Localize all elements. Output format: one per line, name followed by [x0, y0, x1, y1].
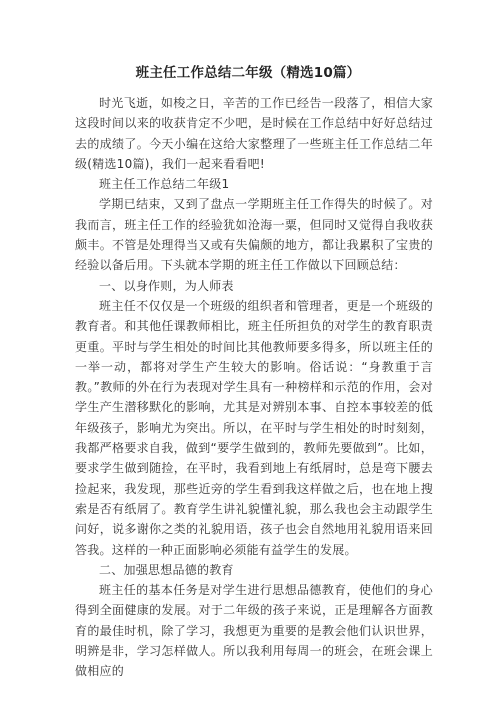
document-title: 班主任工作总结二年级（精选10篇）: [135, 65, 361, 81]
document-body: [75, 93, 433, 682]
subsection-heading: 一、以身作则，为人师表: [99, 278, 234, 293]
body-paragraph: 班主任的基本任务是对学生进行思想品德教育，使他们的身心得到全面健康的发展。对于二年级的孩子来说，正是理解各方面教育的最佳时机，除了学习，我想更为重要的是教会他们认识世界，明辨是非，学习怎样做人。所以我利用每周一的班会，在班会课上做相应的: [75, 583, 433, 679]
body-paragraph: 学期已结束，又到了盘点一学期班主任工作得失的时候了。对我而言，班主任工作的经验犹如沧海一粟，但同时又觉得自我收获颇丰。不管是处理得当又或有失偏颇的地方，都让我累积了宝贵的经验以备后用。下头就本学期的班主任工作做以下回顾总结：: [75, 197, 433, 273]
section-heading: 班主任工作总结二年级1: [99, 177, 230, 192]
intro-paragraph: 时光飞逝，如梭之日，辛苦的工作已经告一段落了，相信大家这段时间以来的收获肯定不少吧，是时候在工作总结中好好总结过去的成绩了。今天小编在这给大家整理了一些班主任工作总结二年级(精选10篇)，我们一起来看看吧!: [75, 96, 433, 171]
subsection-heading: 二、加强思想品德的教育: [99, 562, 234, 577]
body-paragraph: 班主任不仅仅是一个班级的组织者和管理者，更是一个班级的教育者。和其他任课教师相比，班主任所担负的对学生的教育职责更重。平时与学生相处的时间比其他教师要多得多，所以班主任的一举一动，都将对学生产生较大的影响。俗话说：“身教重于言教。”教师的外在行为表现对学生具有一种榜样和示范的作用，会对学生产生潜移默化的影响，尤其是对辨别本事、自控本事较差的低年级孩子，影响尤为突出。所以，在平时与学生相处的时时刻刻，我都严格要求自我，做到“要学生做到的，教师先要做到”。比如，要求学生做到随捡，在平时，我看到地上有纸屑时，总是弯下腰去捡起来，我发现，那些近旁的学生看到我这样做之后，也在地上搜索是否有纸屑了。教育学生讲礼貌懂礼貌，那么我也会主动跟学生问好，说多谢你之类的礼貌用语，孩子也会自然地用礼貌用语来回答我。这样的一种正面影响必须能有益学生的发展。: [75, 298, 433, 557]
